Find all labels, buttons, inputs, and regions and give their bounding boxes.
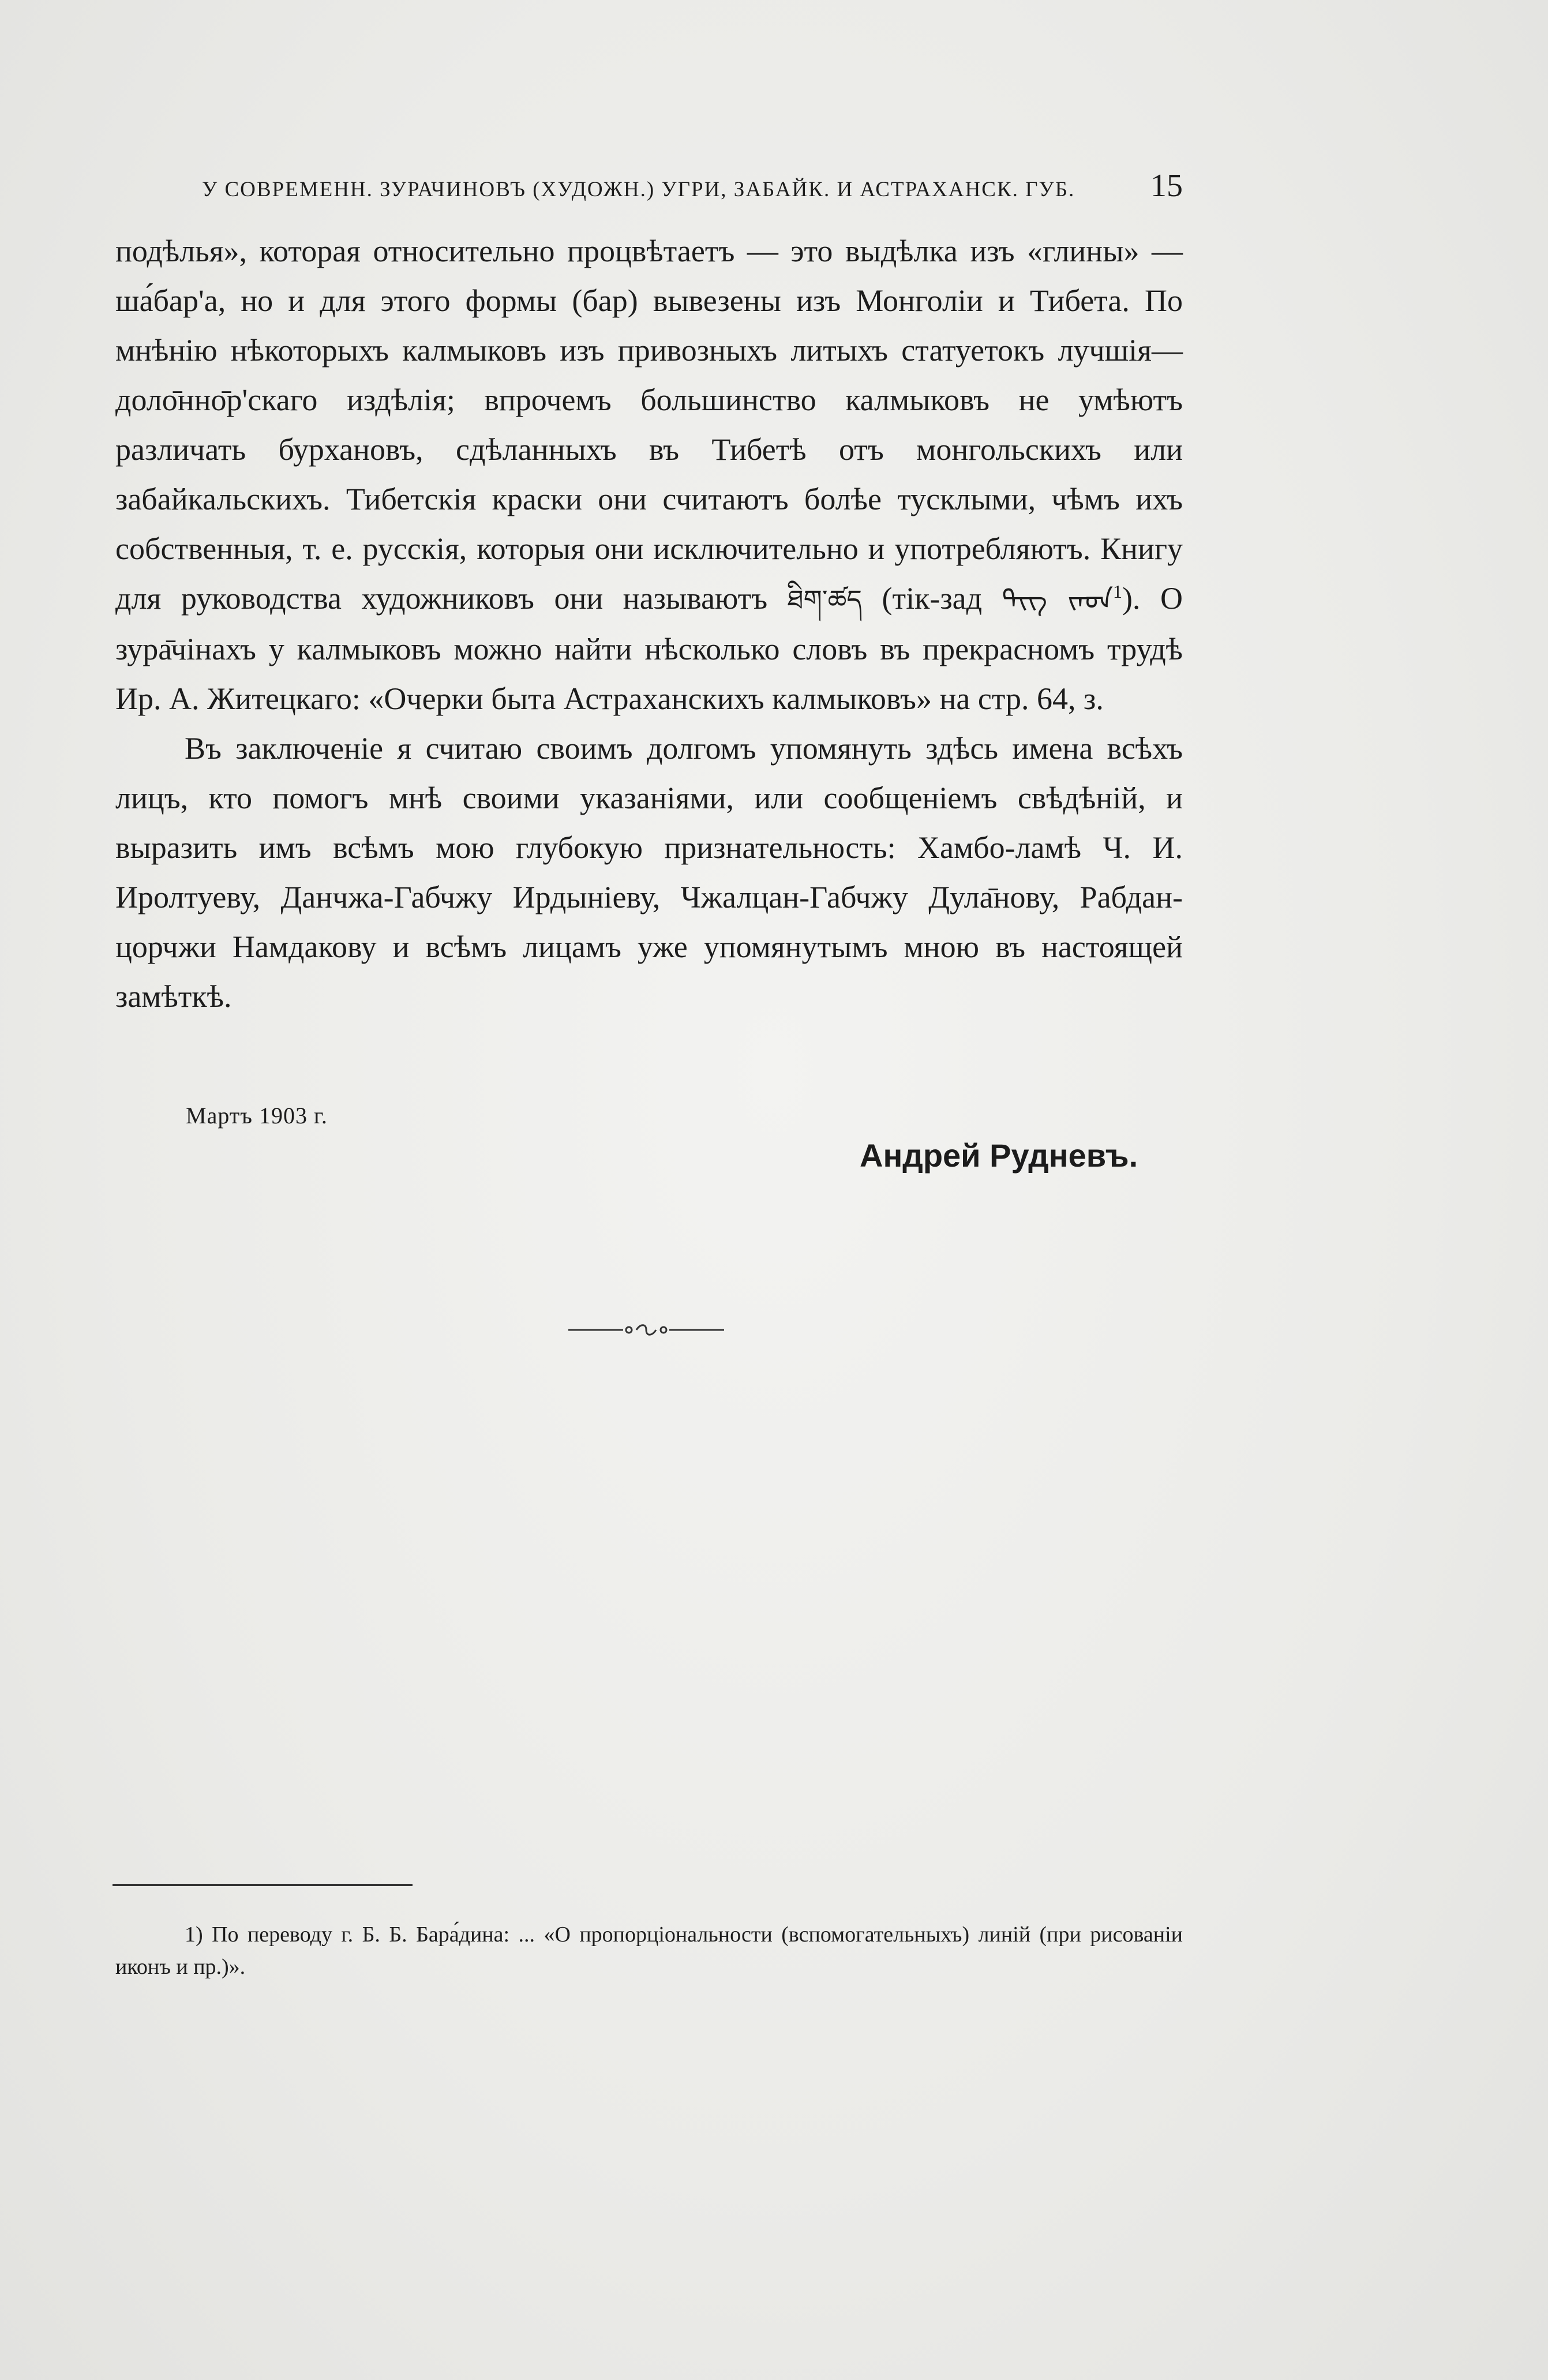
paragraph-2: Въ заключеніе я считаю своимъ долгомъ упомянуть здѣсь имена всѣхъ лицъ, кто помогъ мнѣ своими указаніями, или сообщеніемъ свѣдѣній, и выразить имъ всѣмъ мою глубокую признательность: Хамбо-ламѣ Ч. И. Иролтуеву, Данчжа-Габчжу Ирдыніеву, Чжалцан-Габчжу Дула̄нову, Рабдан-цорчжи Намдакову и всѣмъ лицамъ уже упомянутымъ мною въ настоящей замѣткѣ. [115, 731, 1183, 1014]
page-number: 15 [1150, 168, 1183, 204]
paragraph-1 [115, 226, 1183, 724]
paragraph-1-text: подѣлья», которая относительно процвѣтаетъ — это выдѣлка изъ «глины» — ша́бар'а, но и для этого формы (бар) вывезены изъ Монголіи и Тибета. По мнѣнію нѣкоторыхъ калмыковъ изъ привозныхъ литыхъ статуетокъ лучшія—доло̄нно̄р'скаго издѣлія; впрочемъ большинство калмыковъ не умѣютъ различать бурхановъ, сдѣланныхъ въ Тибетѣ отъ монгольскихъ или забайкальскихъ. Тибетскія краски они считаютъ болѣе тусклыми, чѣмъ ихъ собственныя, т. е. русскія, которыя они исключительно и употребляютъ. Книгу для руководства художниковъ они называютъ [115, 234, 1183, 616]
author-signature: Андрей Рудневъ. [860, 1137, 1138, 1174]
ornament-divider [568, 1321, 724, 1339]
date-line: Мартъ 1903 г. [186, 1103, 328, 1129]
main-text [115, 226, 1183, 1021]
mongolian-term: ᠲᠢᠭ ᠵᠠᠳ [1002, 584, 1113, 615]
footnote-reference[interactable]: 1 [1112, 581, 1122, 602]
running-title: У СОВРЕМЕНН. ЗУРАЧИНОВЪ (ХУДОЖН.) УГРИ, ЗАБАЙК. И АСТРАХАНСК. ГУБ. [202, 178, 1075, 201]
footnote-text: 1) По переводу г. Б. Б. Бара́дина: ... «О пропорціональности (вспомогательныхъ) линій (при рисованіи иконъ и пр.)». [115, 1922, 1183, 1979]
running-header [202, 167, 1183, 208]
transcription: (тік-зад [882, 581, 983, 616]
tibetan-term: ཐིག་ཚད [787, 584, 862, 615]
footnote [115, 1918, 1183, 1983]
paragraph-1-end: ). О зура̄чінахъ у калмыковъ можно найти нѣсколько словъ въ прекрасномъ трудѣ Ир. А. Житецкаго: «Очерки быта Астраханскихъ калмыковъ» на стр. 64, з. [115, 581, 1183, 716]
footnote-rule [113, 1884, 413, 1886]
